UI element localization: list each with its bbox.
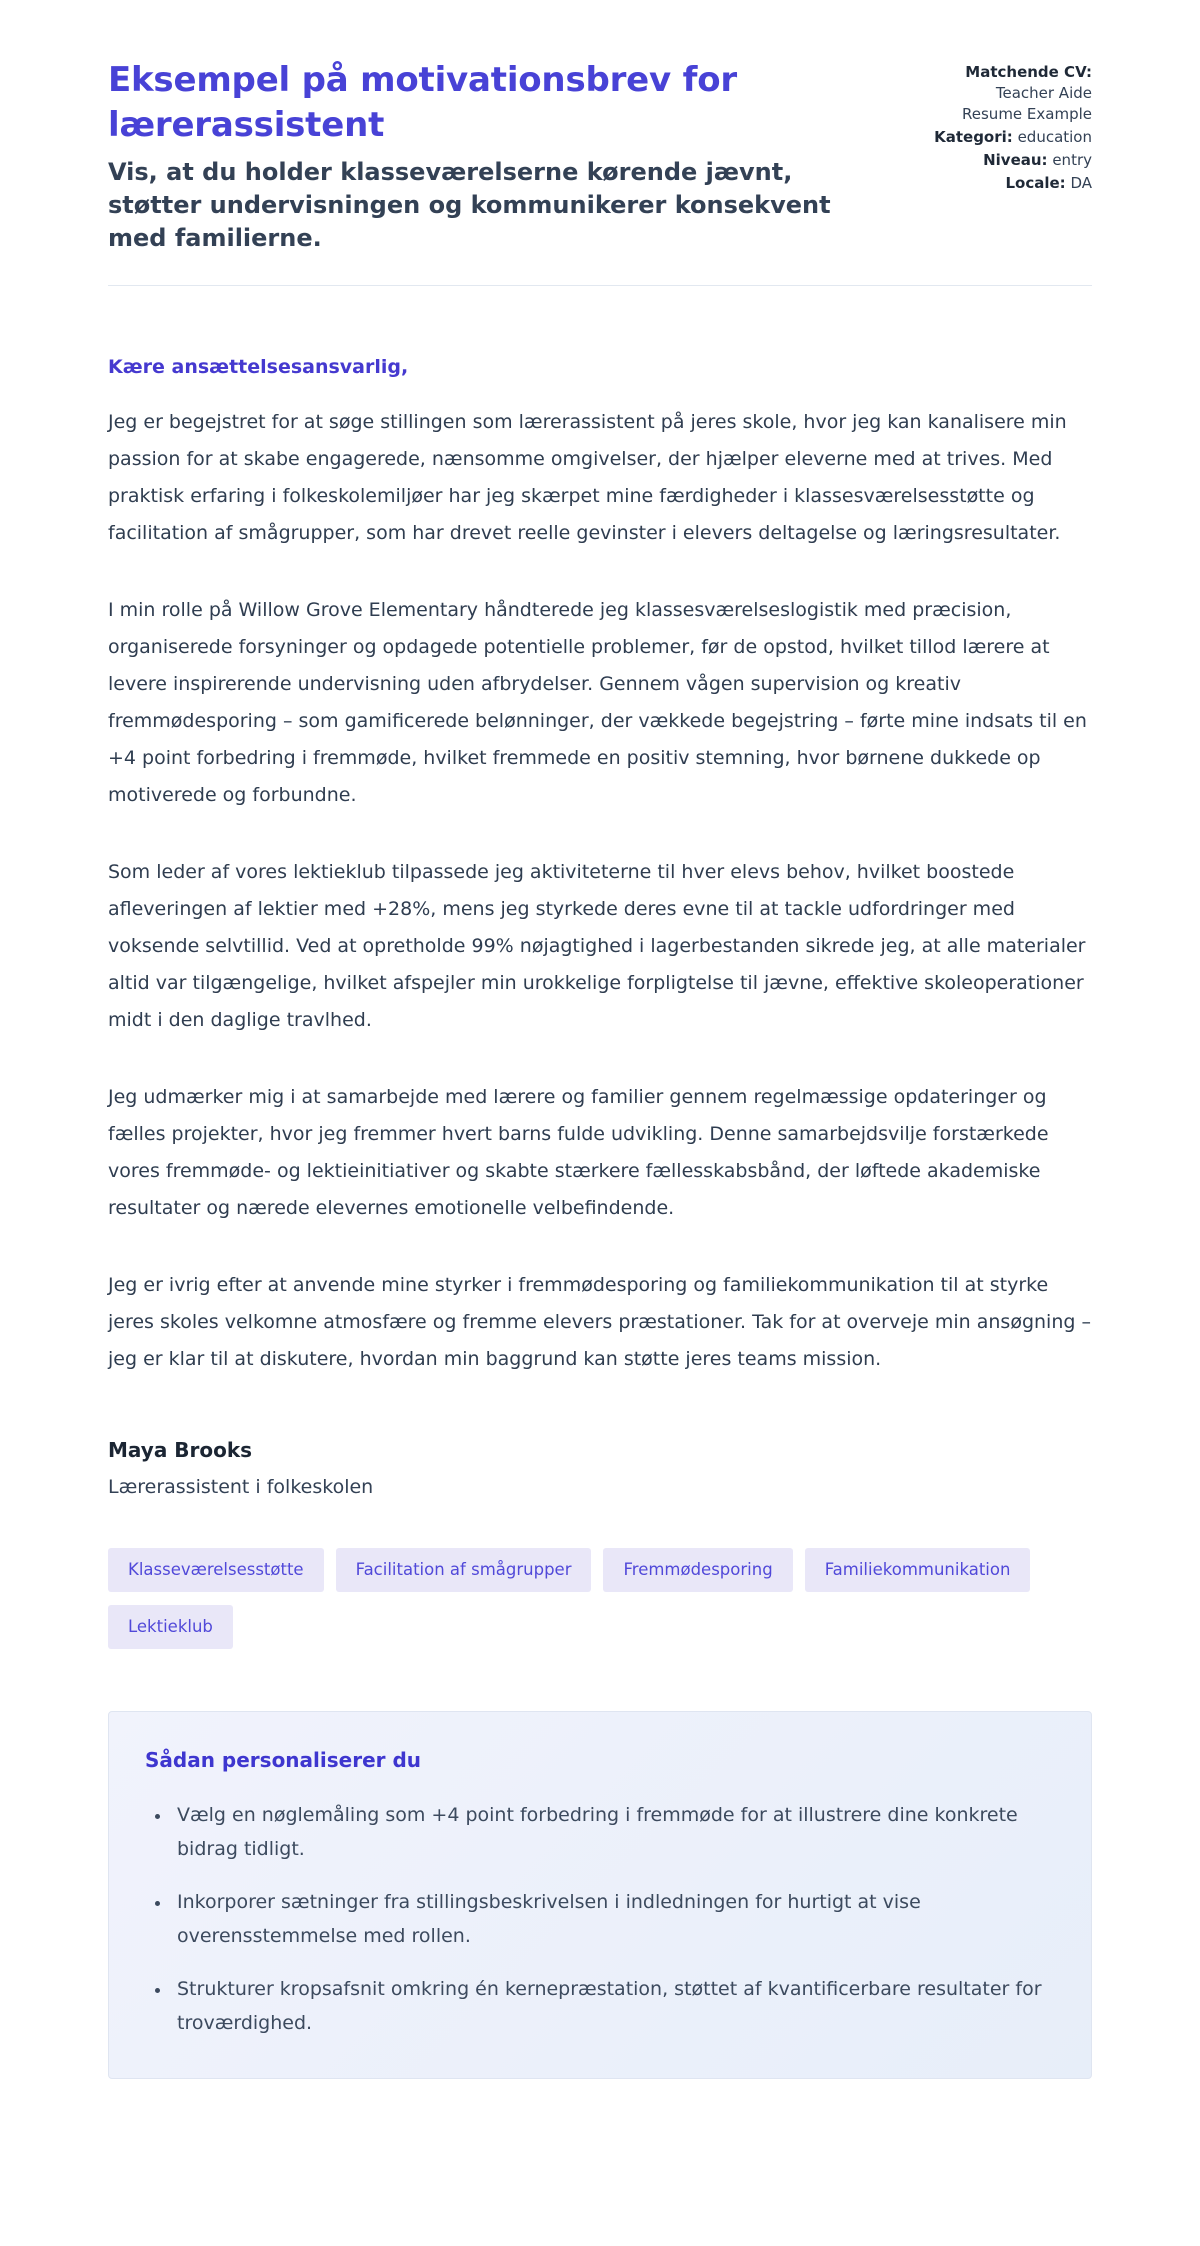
- tag-chip-fremmodesporing: Fremmødesporing: [603, 1548, 792, 1592]
- letter-paragraph-4: Jeg udmærker mig i at samarbejde med lærere og familier gennem regelmæssige opdateringer og fælles projekter, hvor jeg fremmer hvert barns fulde udvikling. Denne samarbejdsvilje forstærkede vores fremmøde- og lektieinitiativer og skabte stærkere fællesskabsbånd, der løftede akademiske resultater og nærede elevernes emotionelle velbefindende.: [108, 1086, 1049, 1219]
- meta-category: [902, 127, 1092, 148]
- meta-matching-cv-value: Teacher Aide Resume Example: [962, 84, 1092, 123]
- tag-list: [108, 1548, 1092, 1649]
- meta-panel: [902, 58, 1092, 196]
- tips-title: Sådan personaliserer du: [145, 1748, 422, 1772]
- tips-item-2: • Inkorporer sætninger fra stillingsbeskrivelsen i indledningen for hurtigt at vise overensstemmelse med rollen.: [171, 1885, 1055, 1953]
- meta-level: [902, 150, 1092, 171]
- header-text-block: [108, 58, 888, 255]
- page-title: Eksempel på motivationsbrev for lærerassistent: [108, 60, 737, 145]
- signature-name: Maya Brooks: [108, 1438, 253, 1462]
- meta-category-value: education: [1017, 128, 1092, 146]
- meta-locale-label: Locale:: [1005, 174, 1066, 192]
- letter-greeting: Kære ansættelsesansvarlig,: [108, 356, 409, 378]
- letter-paragraph-1: Jeg er begejstret for at søge stillingen som lærerassistent på jeres skole, hvor jeg kan kanalisere min passion for at skabe engagerede, nænsomme omgivelser, der hjælper eleverne med at trives. Med praktisk erfaring i folkeskolemiljøer har jeg skærpet mine færdigheder i klassesværelsesstøtte og facilitation af smågrupper, som har drevet reelle gevinster i elevers deltagelse og læringsresultater.: [108, 411, 1067, 544]
- tag-chip-lektieklub: Lektieklub: [108, 1605, 233, 1649]
- signature-role: Lærerassistent i folkeskolen: [108, 1476, 374, 1498]
- header: [108, 58, 1092, 255]
- tips-item-1: • Vælg en nøglemåling som +4 point forbedring i fremmøde for at illustrere dine konkrete bidrag tidligt.: [171, 1798, 1055, 1866]
- tag-chip-klassevaerelsesstotte: Klasseværelsesstøtte: [108, 1548, 324, 1592]
- tag-chip-familiekommunikation: Familiekommunikation: [805, 1548, 1031, 1592]
- meta-matching-cv: [902, 62, 1092, 125]
- meta-level-label: Niveau:: [983, 151, 1048, 169]
- meta-category-label: Kategori:: [934, 128, 1013, 146]
- tips-list: [145, 1798, 1055, 2040]
- meta-locale: [902, 173, 1092, 194]
- tag-chip-facilitation-af-smagrupper: Facilitation af smågrupper: [336, 1548, 592, 1592]
- tips-box: [108, 1711, 1092, 2079]
- meta-locale-value: DA: [1070, 174, 1092, 192]
- letter-body: [108, 356, 1092, 2079]
- page-subtitle: Vis, at du holder klasseværelserne kørende jævnt, støtter undervisningen og kommunikerer konsekvent med familierne.: [108, 158, 831, 252]
- meta-level-value: entry: [1052, 151, 1092, 169]
- tips-item-3: • Strukturer kropsafsnit omkring én kernepræstation, støttet af kvantificerbare resultater for troværdighed.: [171, 1972, 1055, 2040]
- letter-paragraph-2: I min rolle på Willow Grove Elementary håndterede jeg klassesværelseslogistik med præcision, organiserede forsyninger og opdagede potentielle problemer, før de opstod, hvilket tillod lærere at levere inspirerende undervisning uden afbrydelser. Gennem vågen supervision og kreativ fremmødesporing – som gamificerede belønninger, der vækkede begejstring – førte mine indsats til en +4 point forbedring i fremmøde, hvilket fremmede en positiv stemning, hvor børnene dukkede op motiverede og forbundne.: [108, 599, 1087, 806]
- divider: [108, 285, 1092, 286]
- letter-paragraph-5: Jeg er ivrig efter at anvende mine styrker i fremmødesporing og familiekommunikation til at styrke jeres skoles velkomne atmosfære og fremme elevers præstationer. Tak for at overveje min ansøgning – jeg er klar til at diskutere, hvordan min baggrund kan støtte jeres teams mission.: [108, 1274, 1091, 1370]
- meta-matching-cv-label: Matchende CV:: [965, 63, 1092, 81]
- letter-paragraph-3: Som leder af vores lektieklub tilpassede jeg aktiviteterne til hver elevs behov, hvilket boostede afleveringen af lektier med +28%, mens jeg styrkede deres evne til at tackle udfordringer med voksende selvtillid. Ved at opretholde 99% nøjagtighed i lagerbestanden sikrede jeg, at alle materialer altid var tilgængelige, hvilket afspejler min urokkelige forpligtelse til jævne, effektive skoleoperationer midt i den daglige travlhed.: [108, 861, 1086, 1031]
